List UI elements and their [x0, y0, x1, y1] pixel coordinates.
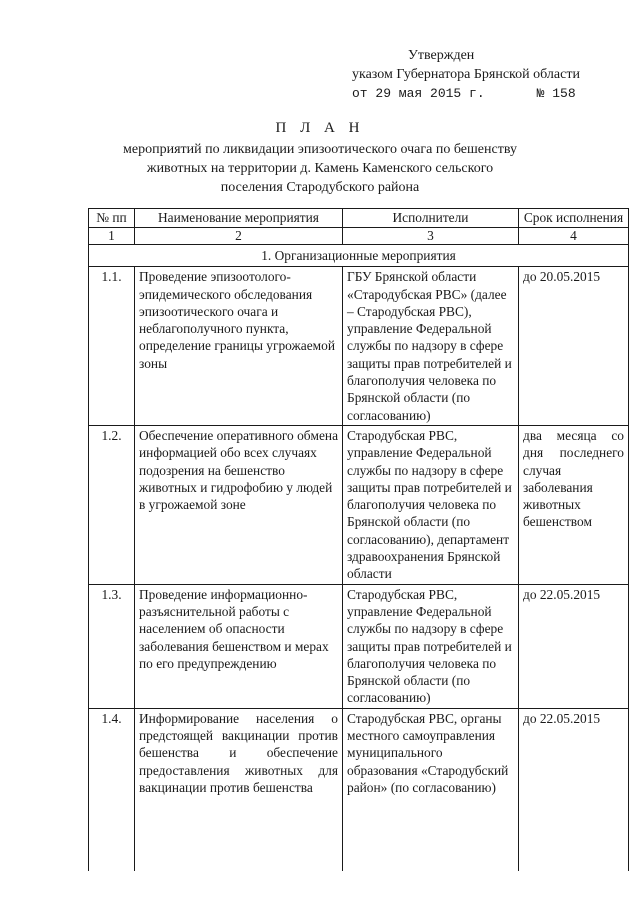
plan-table: [88, 208, 629, 871]
header-term: Срок исполнения: [519, 209, 629, 228]
approval-line-2: указом Губернатора Брянской области: [352, 67, 580, 82]
header-executors: Исполнители: [343, 209, 519, 228]
row-name: Проведение информационно-разъяснительной работы с населением об опасности заболевания бешенством и мерах по его предупреждению: [135, 584, 343, 708]
approval-block: [352, 46, 580, 103]
row-executors: ГБУ Брянской области «Стародубская РВС» (далее – Стародубская РВС), управление Федеральной службы по надзору в сфере защиты прав потребителей и благополучия человека по Брянской области (по согласованию): [343, 267, 519, 426]
row-term: до 20.05.2015: [519, 267, 629, 426]
row-executors: Стародубская РВС, управление Федеральной службы по надзору в сфере защиты прав потребителей и благополучия человека по Брянской области (по согласованию): [343, 584, 519, 708]
approval-date-line: [352, 84, 580, 103]
row-name: Обеспечение оперативного обмена информацией обо всех случаях подозрения на бешенство животных и гидрофобию у людей в угрожаемой зоне: [135, 425, 343, 584]
column-index: 1: [89, 228, 135, 245]
row-executors: Стародубская РВС, управление Федеральной службы по надзору в сфере защиты прав потребителей и благополучия человека по Брянской области (по согласованию), департамент здравоохранения Брянской области: [343, 425, 519, 584]
row-name: Проведение эпизоотолого-эпидемического обследования эпизоотического очага и неблагополучного пункта, определение границы угрожаемой зоны: [135, 267, 343, 426]
plan-title: П Л А Н: [275, 120, 365, 136]
column-index: 3: [343, 228, 519, 245]
section-title: 1. Организационные мероприятия: [89, 245, 629, 267]
section-row: [89, 245, 629, 267]
column-index: 4: [519, 228, 629, 245]
row-executors: Стародубская РВС, органы местного самоуправления муниципального образования «Стародубский район» (по согласованию): [343, 708, 519, 871]
approval-line-1: Утвержден: [408, 48, 475, 63]
approval-date: от 29 мая 2015 г.: [352, 86, 485, 101]
header-num: № пп: [89, 209, 135, 228]
row-term: до 22.05.2015: [519, 584, 629, 708]
column-index: 2: [135, 228, 343, 245]
row-term: до 22.05.2015: [519, 708, 629, 871]
row-num: 1.4.: [89, 708, 135, 871]
approval-number: № 158: [536, 86, 576, 101]
column-index-row: [89, 228, 629, 245]
table-row: [89, 584, 629, 708]
table-row: [89, 267, 629, 426]
table-row: [89, 708, 629, 871]
row-num: 1.3.: [89, 584, 135, 708]
header-name: Наименование мероприятия: [135, 209, 343, 228]
table-row: [89, 425, 629, 584]
row-num: 1.2.: [89, 425, 135, 584]
row-name: Информирование населения о предстоящей вакцинации против бешенства и обеспечение предоставления животных для вакцинации против бешенства: [135, 708, 343, 871]
plan-subtitle: мероприятий по ликвидации эпизоотического очага по бешенству животных на территории д. Камень Каменского сельского поселения Стародубского района: [123, 142, 517, 195]
table-header-row: [89, 209, 629, 228]
row-num: 1.1.: [89, 267, 135, 426]
row-term: два месяца со дня последнего случая заболевания животных бешенством: [519, 425, 629, 584]
